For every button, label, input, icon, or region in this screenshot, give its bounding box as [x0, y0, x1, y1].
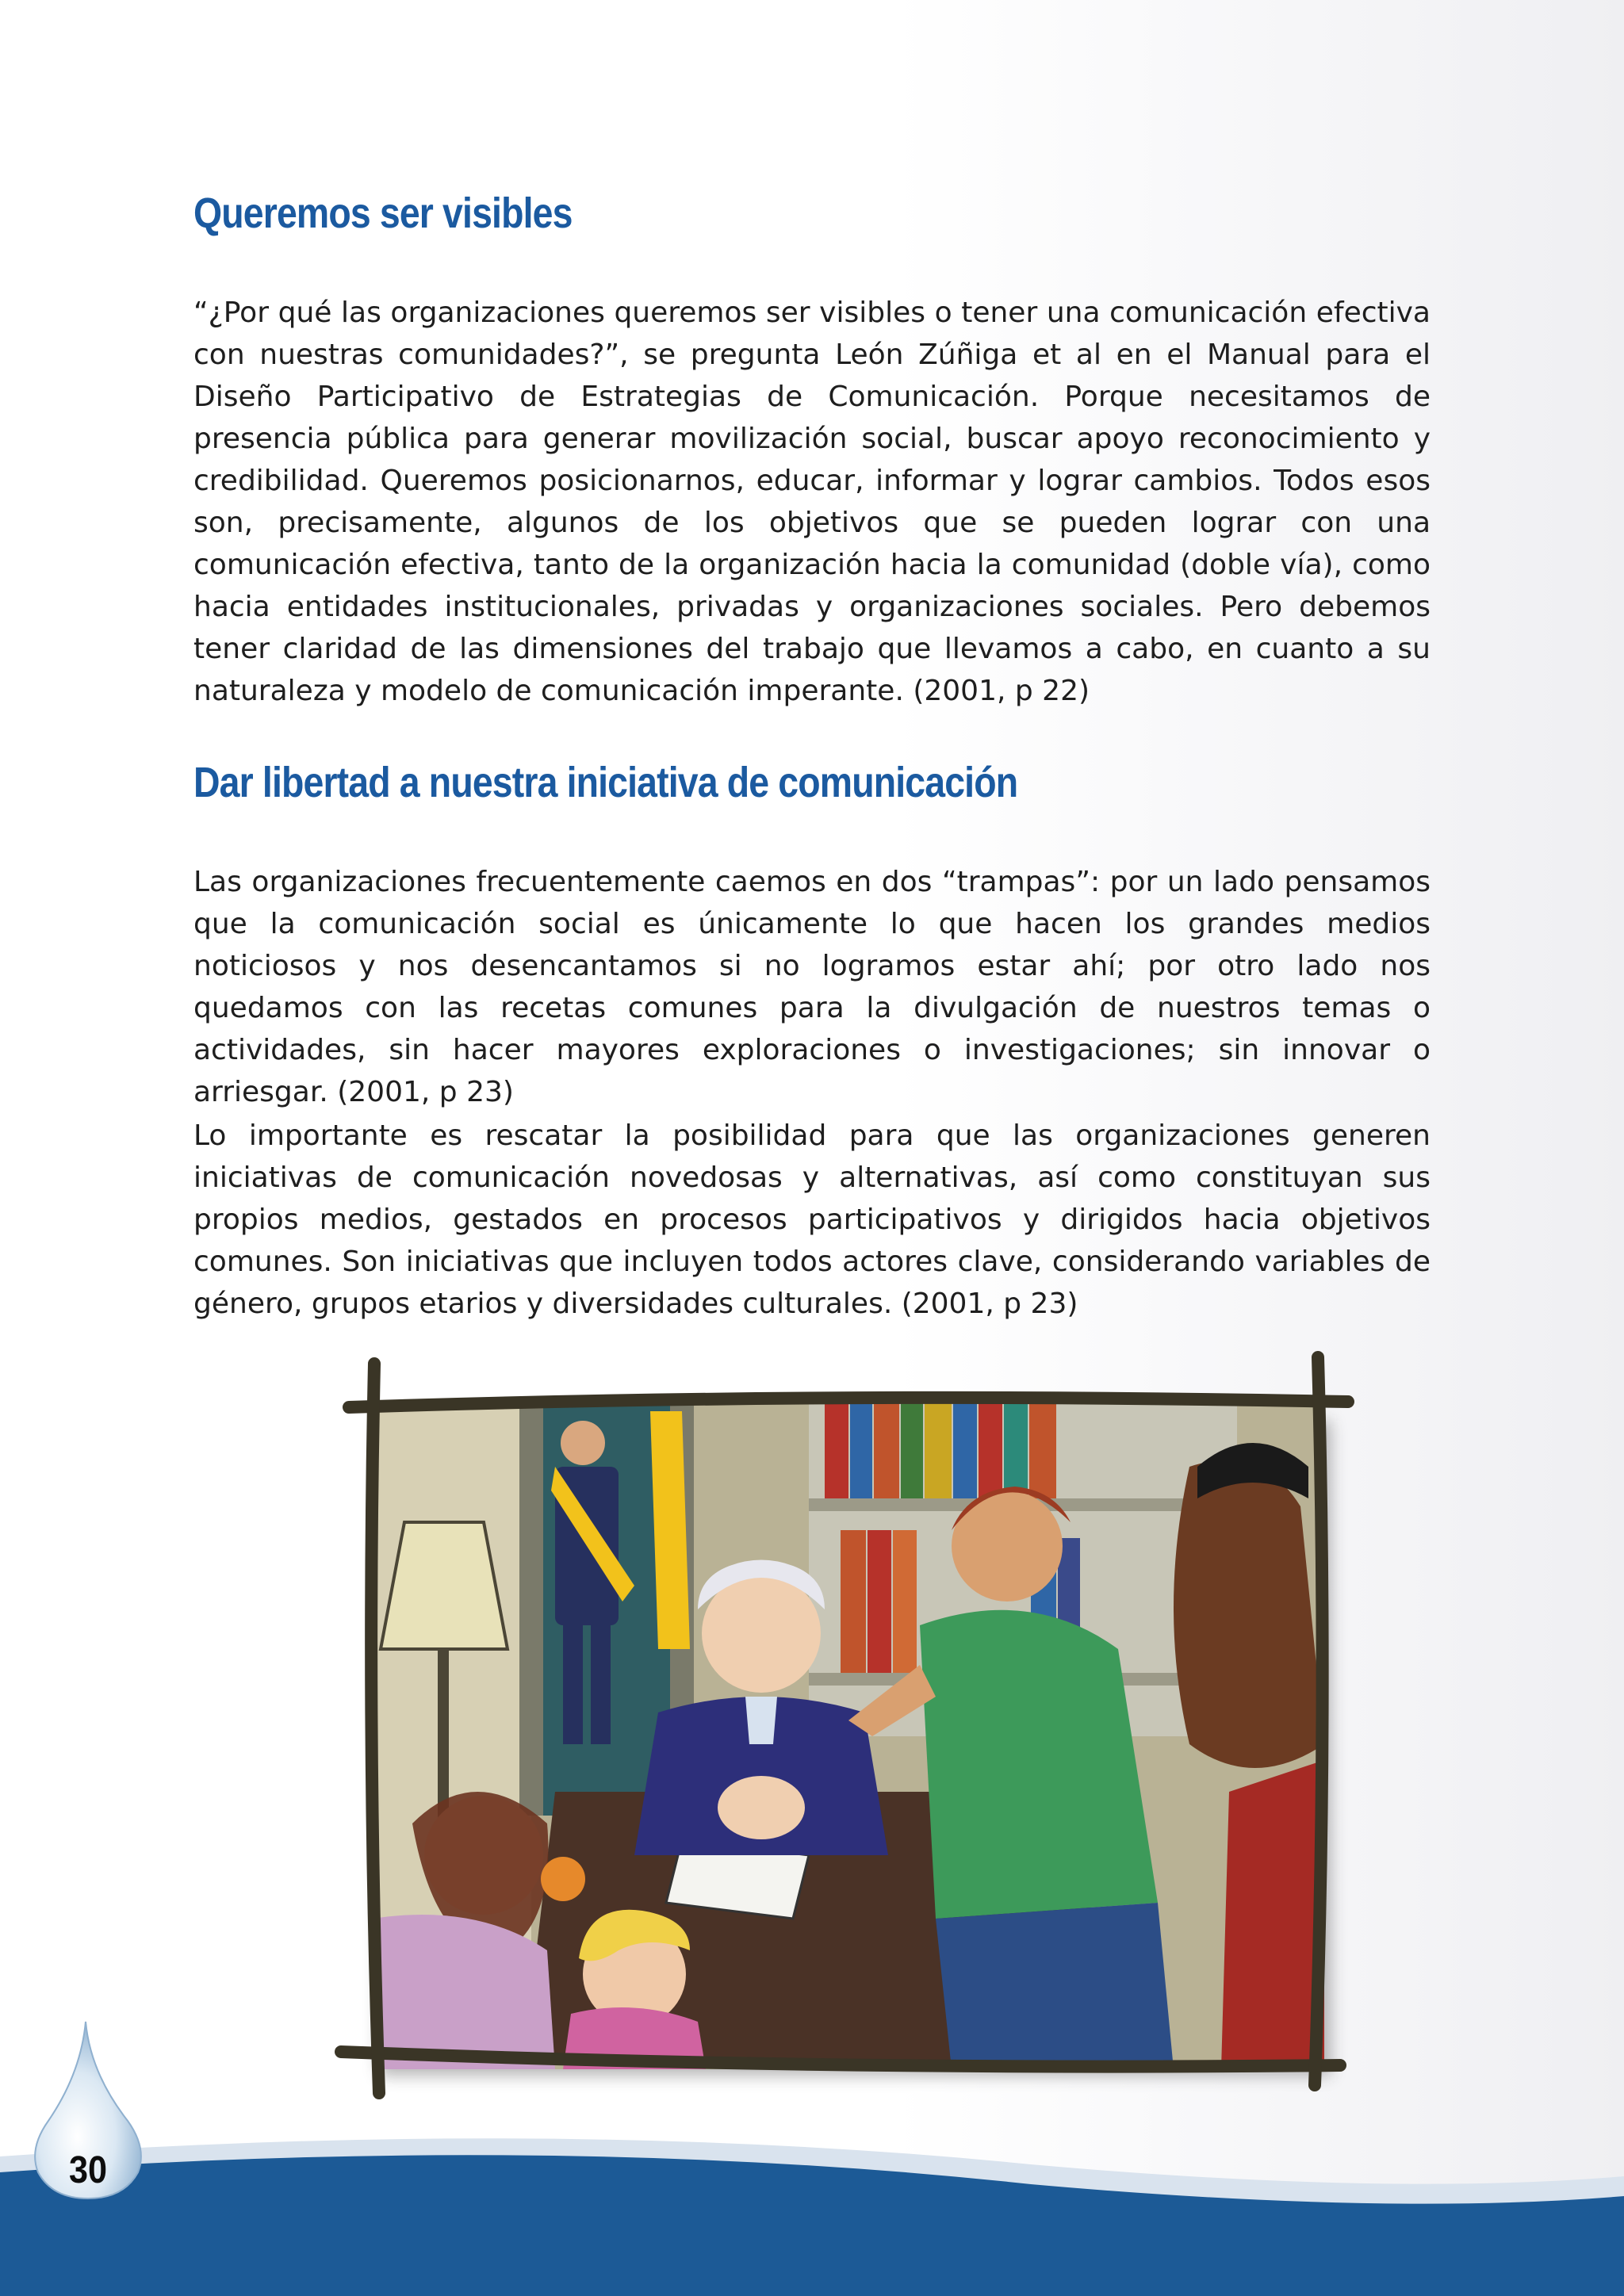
paragraph-visibles: “¿Por qué las organizaciones queremos ser visibles o tener una comunicación efectiva con nuestras comunidades?”, se pregunta León Zúñiga et al en el Manual para el Diseño Participativo de Estrategias de Comunicación. Porque necesitamos de presencia pública para generar movilización social, buscar apoyo reconocimiento y credibilidad. Queremos posicionarnos, educar, informar y lograr cambios. Todos esos son, precisamente, algunos de los objetivos que se pueden lograr con una comunicación efectiva, tanto de la organización hacia la comunidad (doble vía), como hacia entidades institucionales, privadas y organizaciones sociales. Pero debemos tener claridad de las dimensiones del trabajo que llevamos a cabo, en cuanto a su naturaleza y modelo de comunicación imperante. (2001, p 22)	[193, 297, 1431, 707]
paragraph-trampas: Las organizaciones frecuentemente caemos en dos “trampas”: por un lado pensamos que la comunicación social es únicamente lo que hacen los grandes medios noticiosos y nos desencantamos si no logramos estar ahí; por otro lado nos quedamos con las recetas comunes para la divulgación de nuestros temas o actividades, sin hacer mayores exploraciones o investigaciones; sin innovar o arriesgar. (2001, p 23)	[193, 866, 1431, 1108]
page-number: 30	[68, 2149, 108, 2191]
footer-wave	[0, 2109, 1624, 2296]
scene	[373, 1403, 1324, 2069]
section-heading-visibles: Queremos ser visibles	[193, 189, 573, 237]
section-heading-libertad: Dar libertad a nuestra iniciativa de comunicación	[193, 759, 1018, 806]
meeting-illustration	[317, 1348, 1372, 2109]
paragraph-iniciativas: Lo importante es rescatar la posibilidad para que las organizaciones generen iniciativas de comunicación novedosas y alternativas, así como constituyan sus propios medios, gestados en procesos participativos y dirigidos hacia objetivos comunes. Son iniciativas que incluyen todos actores clave, considerando variables de género, grupos etarios y diversidades culturales. (2001, p 23)	[193, 1119, 1431, 1320]
